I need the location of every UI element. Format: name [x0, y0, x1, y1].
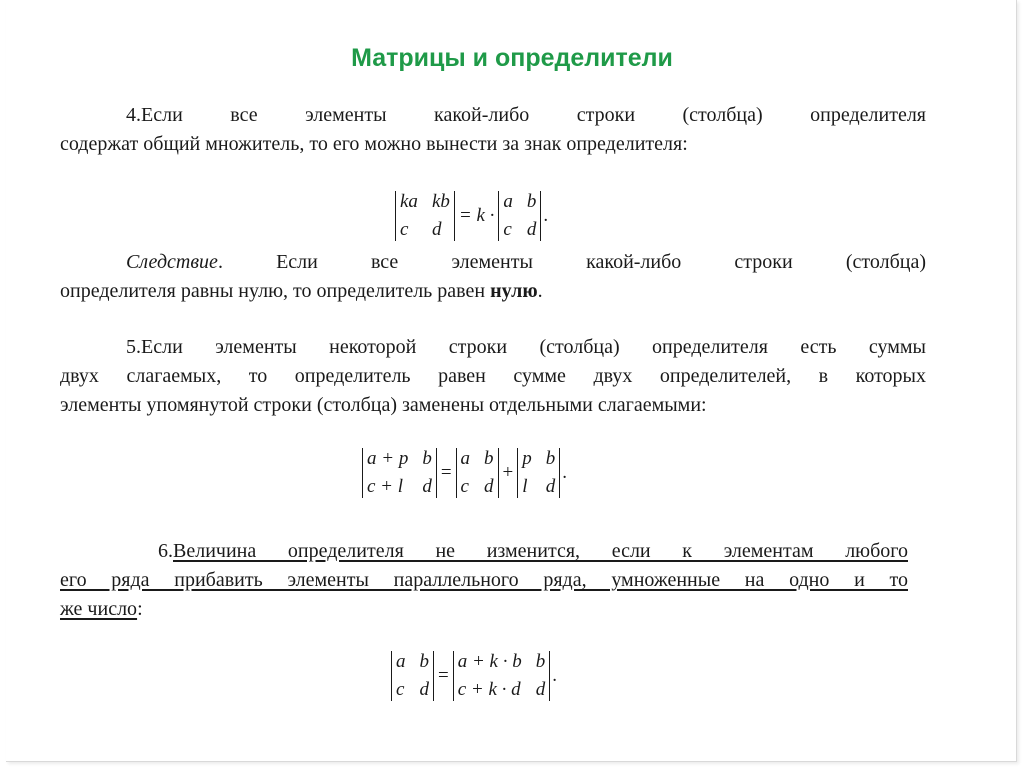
corollary-text: . Если все элементы какой-либо строки (столбца)	[217, 251, 926, 273]
det-cell: d	[526, 219, 537, 240]
formula-3	[391, 646, 557, 706]
det-cell: c	[396, 679, 405, 700]
property-6-line-1	[60, 537, 908, 566]
property-4-line-1: 4.Если все элементы какой-либо строки (столбца) определителя	[126, 104, 926, 126]
property-4	[60, 101, 926, 159]
det-cell: c + k · d	[457, 679, 521, 700]
property-6-number: 6.	[158, 540, 173, 562]
det-cell: d	[422, 476, 432, 497]
determinant-modified	[453, 651, 551, 701]
determinant-pl	[517, 448, 560, 498]
det-cell: b	[484, 448, 494, 469]
det-cell: c	[400, 219, 409, 240]
det-cell: p	[522, 448, 532, 469]
corollary-label: Следствие	[126, 251, 218, 273]
det-cell: kb	[431, 191, 450, 212]
property-6	[60, 537, 908, 624]
det-cell: c + l	[367, 476, 404, 497]
det-cell: ka	[400, 191, 418, 212]
det-cell: b	[419, 651, 429, 672]
property-6-line-2	[60, 566, 908, 595]
det-cell: d	[535, 679, 546, 700]
period: .	[562, 462, 568, 483]
formula-2	[362, 443, 567, 503]
det-cell: c	[460, 476, 469, 497]
property-6-colon: :	[137, 598, 143, 620]
corollary-line-2	[60, 277, 926, 306]
equals-k-dot: = k ·	[458, 205, 495, 226]
det-cell: a	[503, 191, 513, 212]
page-title: Матрицы и определители	[351, 44, 673, 72]
property-6-text-2: его ряда прибавить элементы параллельного ряда, умноженные на одно и то	[60, 569, 908, 591]
det-cell: a	[396, 651, 406, 672]
determinant-ab	[456, 448, 499, 498]
property-4-line-2: содержат общий множитель, то его можно вынести за знак определителя:	[60, 133, 688, 155]
property-5-line-2: двух слагаемых, то определитель равен сумме двух определителей, в которых	[60, 365, 926, 387]
property-6-text-3: же число	[60, 598, 138, 620]
property-6-line-3	[60, 595, 908, 624]
det-cell: d	[431, 219, 442, 240]
det-cell: a	[460, 448, 471, 469]
plus-sign: +	[502, 462, 514, 483]
det-cell: a + k · b	[457, 651, 522, 672]
period: .	[552, 665, 557, 686]
det-cell: a + p	[367, 448, 409, 469]
property-5-line-1: 5.Если элементы некоторой строки (столбца) определителя есть суммы	[126, 336, 926, 358]
corollary-period: .	[537, 280, 543, 302]
determinant-sum	[362, 448, 437, 498]
corollary-text-2: определителя равны нулю, то определитель равен	[60, 280, 491, 302]
det-cell: b	[545, 448, 556, 469]
property-5	[60, 333, 926, 420]
det-cell: d	[484, 476, 494, 497]
det-cell: d	[545, 476, 556, 497]
det-cell: b	[422, 448, 432, 469]
property-5-line-3: элементы упомянутой строки (столбца) заменены отдельными слагаемыми:	[60, 394, 707, 416]
determinant-right	[498, 191, 541, 241]
corollary-line-1	[60, 248, 926, 277]
corollary-bold: нулю	[490, 280, 538, 302]
equals-sign: =	[438, 665, 449, 686]
det-cell: c	[503, 219, 512, 240]
det-cell: d	[419, 679, 429, 700]
det-cell: l	[522, 476, 528, 497]
det-cell: b	[526, 191, 537, 212]
corollary	[60, 248, 926, 306]
determinant-original	[391, 651, 434, 701]
property-6-text-1: Величина определителя не изменится, если к элементам любого	[173, 540, 908, 562]
determinant-left	[395, 191, 455, 241]
formula-1	[395, 186, 548, 246]
equals-sign: =	[440, 462, 452, 483]
period: .	[543, 205, 549, 226]
det-cell: b	[535, 651, 546, 672]
